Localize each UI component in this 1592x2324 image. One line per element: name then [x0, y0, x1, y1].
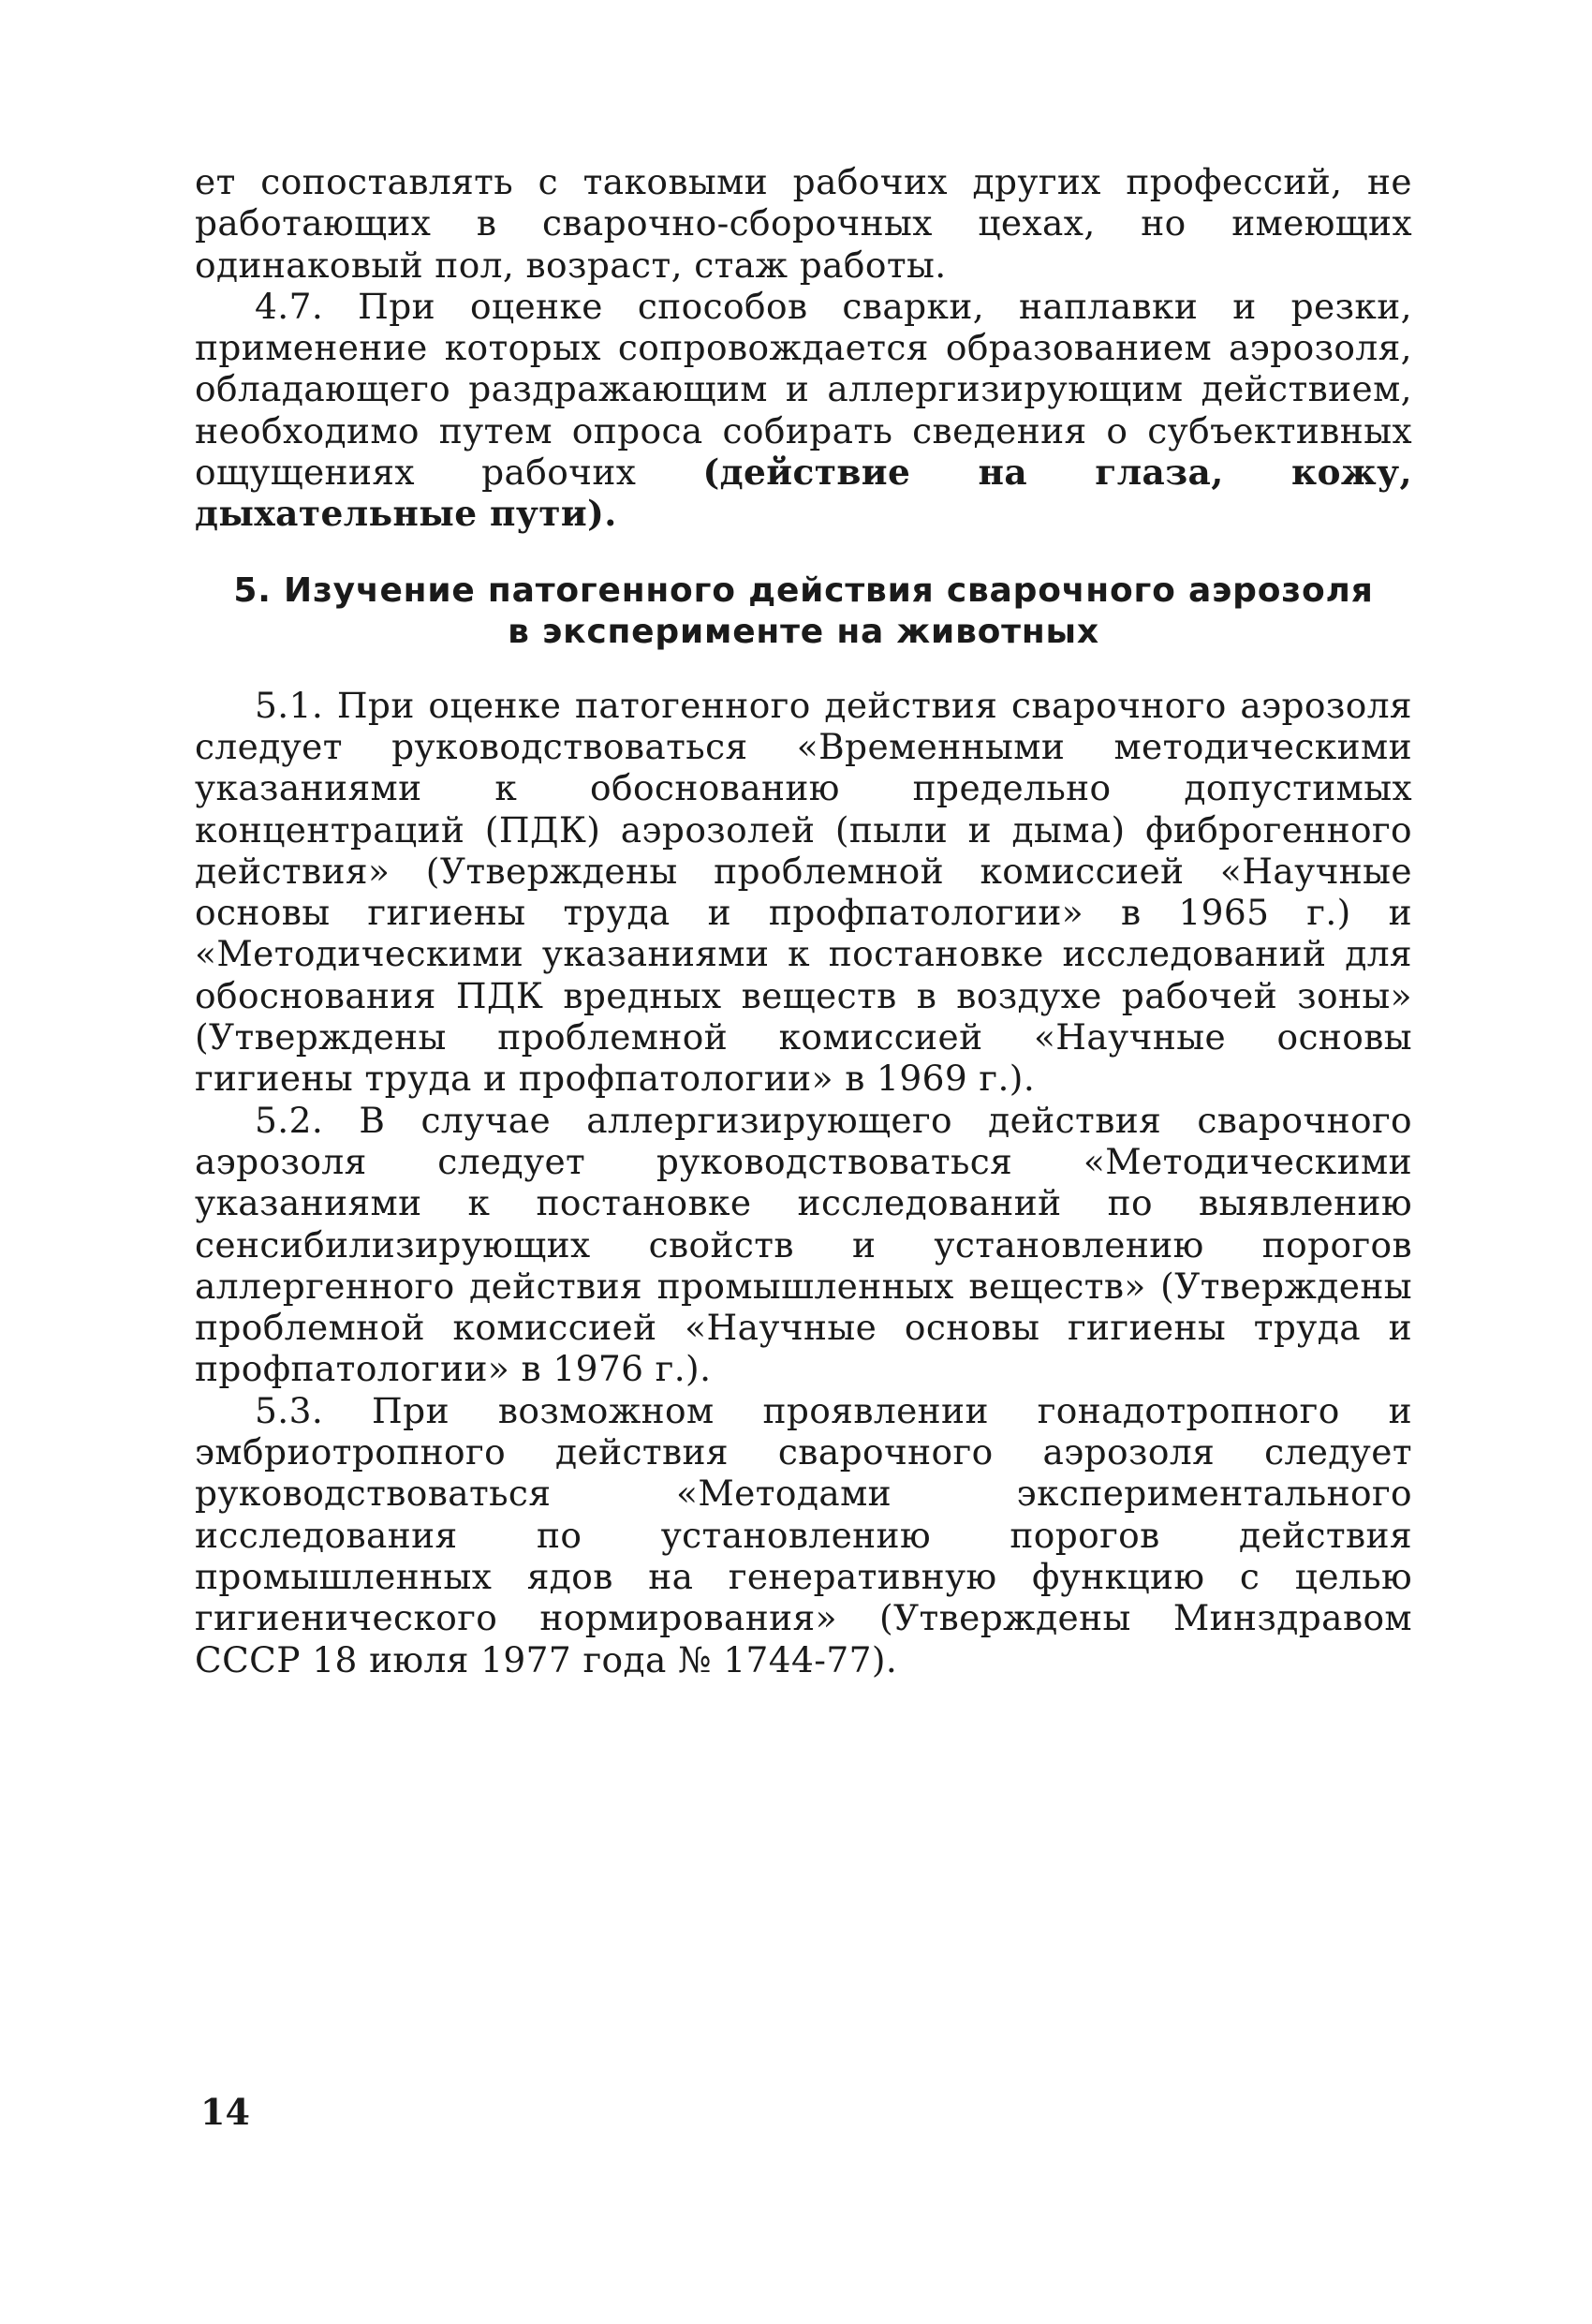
paragraph-4-7 — [195, 286, 1412, 535]
paragraph-5-3: 5.3. При возможном проявлении гонадотропного и эмбриотропного действия сварочного аэрозоля следует руководствоваться «Методами экспериментального исследования по установлению порогов действия промышленных ядов на генеративную функцию с целью гигиенического нормирования» (Утверждены Минздравом СССР 18 июля 1977 года № 1744-77). — [195, 1389, 1412, 1680]
paragraph-4-7-main: 4.7. При оценке способов сварки, наплавки и резки, применение которых сопровождается образованием аэрозоля, обладающего раздражающим и аллергизирующим действием, необходимо путем опроса собирать сведения о субъективных ощущениях рабочих — [195, 285, 1412, 494]
section-heading-line-1: 5. Изучение патогенного действия сварочного аэрозоля — [233, 570, 1374, 610]
paragraph-continuation: ет сопоставлять с таковыми рабочих других профессий, не работающих в сварочно-сборочных цехах, но имеющих одинаковый пол, возраст, стаж работы. — [195, 161, 1412, 286]
body-text — [195, 161, 1412, 1680]
section-heading-line-2: в эксперименте на животных — [508, 612, 1099, 651]
paragraph-4-7-tail: (действие на глаза, кожу, дыхательные пути). — [195, 451, 1412, 535]
page-number: 14 — [200, 2091, 250, 2133]
paragraph-5-2: 5.2. В случае аллергизирующего действия сварочного аэрозоля следует руководствоваться «Методическими указаниями к постановке исследований по выявлению сенсибилизирующих свойств и установлению порогов аллергенного действия промышленных веществ» (Утверждены проблемной комиссией «Научные основы гигиены труда и профпатологии» в 1976 г.). — [195, 1099, 1412, 1390]
section-heading — [195, 570, 1412, 653]
paragraph-5-1: 5.1. При оценке патогенного действия сварочного аэрозоля следует руководствоваться «Временными методическими указаниями к обоснованию предельно допустимых концентраций (ПДК) аэрозолей (пыли и дыма) фиброгенного действия» (Утверждены проблемной комиссией «Научные основы гигиены труда и профпатологии» в 1965 г.) и «Методическими указаниями к постановке исследований для обоснования ПДК вредных веществ в воздухе рабочей зоны» (Утверждены проблемной комиссией «Научные основы гигиены труда и профпатологии» в 1969 г.). — [195, 684, 1412, 1100]
